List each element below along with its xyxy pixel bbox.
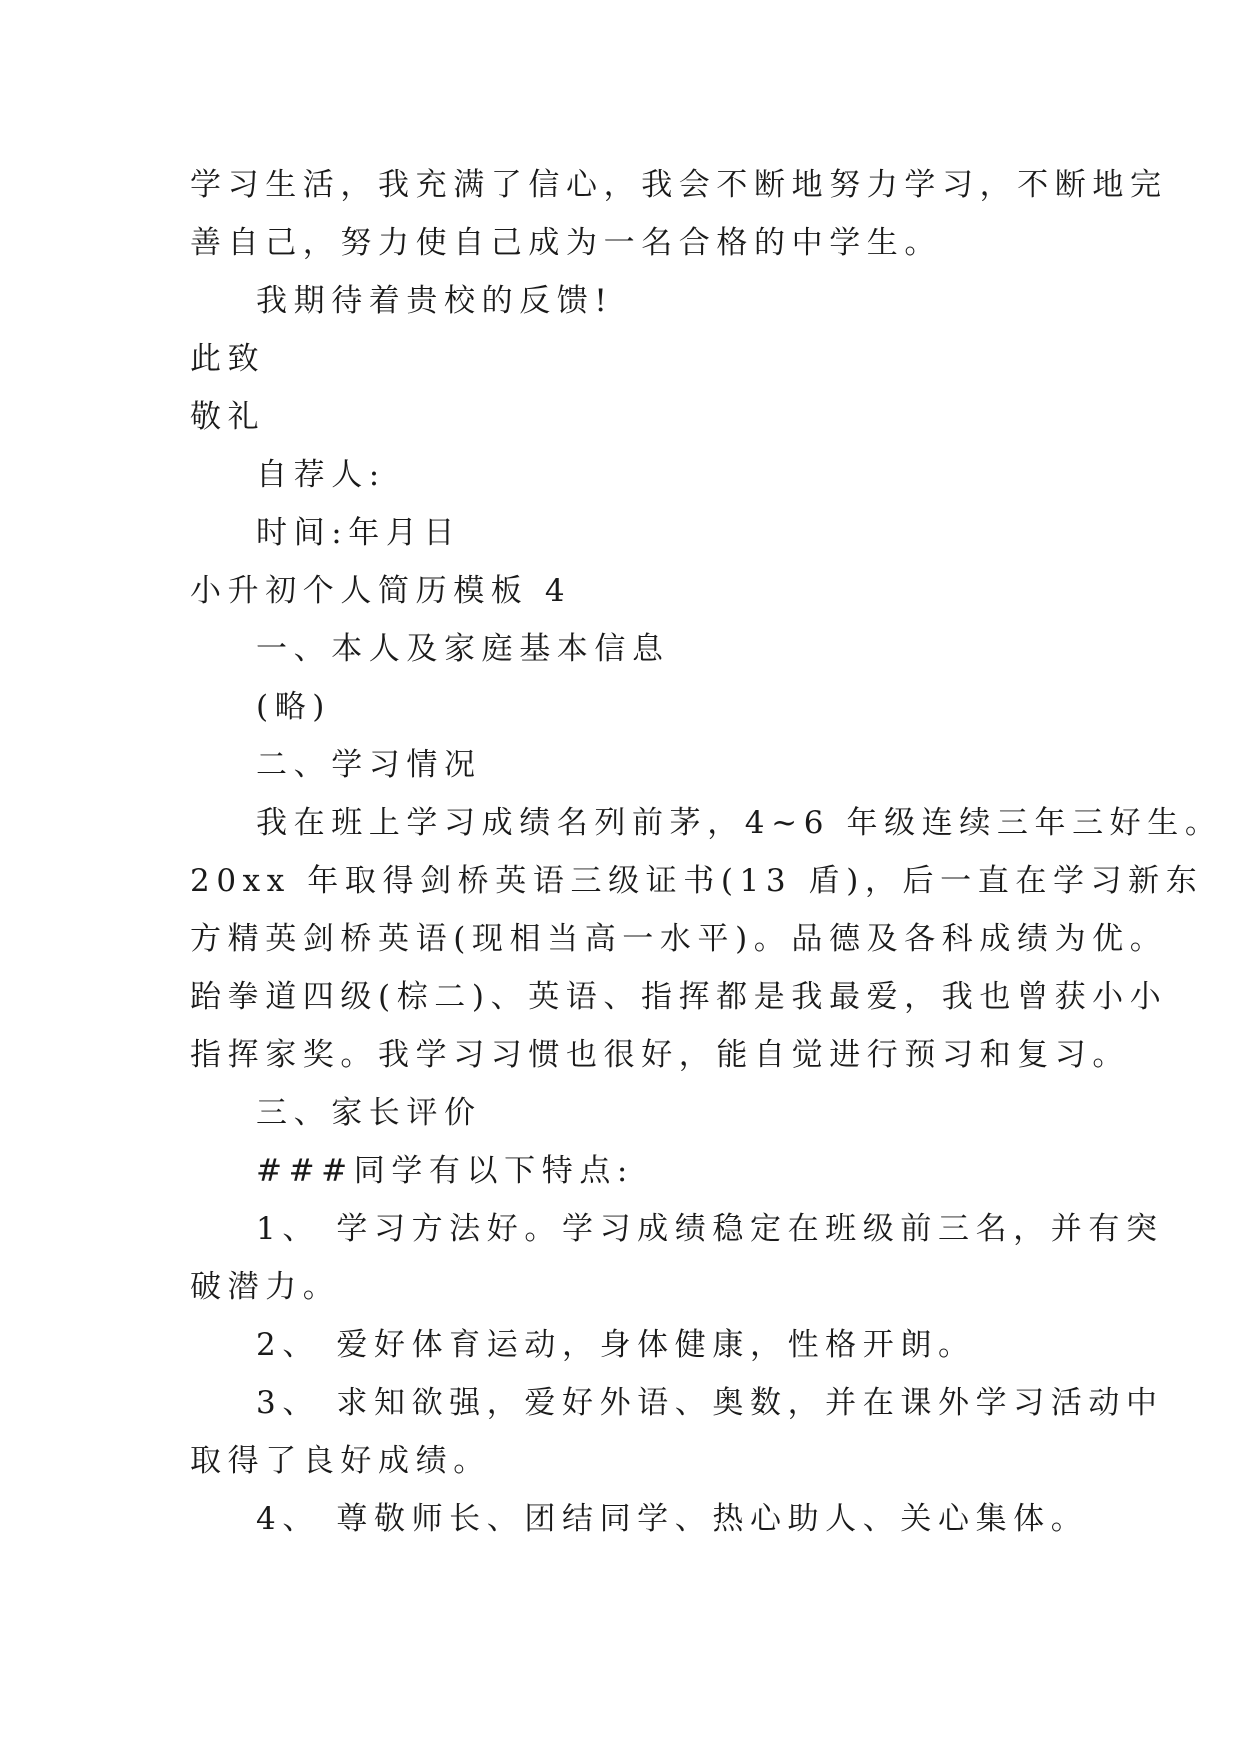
- text-line-3: 我期待着贵校的反馈!: [256, 283, 614, 319]
- review-item-2: 2、 爱好体育运动，身体健康，性格开朗。: [256, 1327, 976, 1363]
- review-item-4: 4、 尊敬师长、团结同学、热心助人、关心集体。: [256, 1501, 1089, 1537]
- heading-study: 二、学习情况: [256, 747, 482, 783]
- study-line-4: 跆拳道四级(棕二)、英语、指挥都是我最爱，我也曾获小小: [190, 979, 1168, 1015]
- review-item-3-cont: 取得了良好成绩。: [190, 1443, 491, 1479]
- text-line-omitted: (略): [256, 689, 331, 725]
- review-item-1-cont: 破潜力。: [190, 1269, 341, 1305]
- study-line-5: 指挥家奖。我学习习惯也很好，能自觉进行预习和复习。: [190, 1037, 1130, 1073]
- study-line-3: 方精英剑桥英语(现相当高一水平)。品德及各科成绩为优。: [190, 921, 1168, 957]
- review-item-3: 3、 求知欲强，爱好外语、奥数，并在课外学习活动中: [256, 1385, 1164, 1421]
- text-line-1: 学习生活，我充满了信心，我会不断地努力学习，不断地完: [190, 167, 1168, 203]
- study-line-2: 20xx 年取得剑桥英语三级证书(13 盾)，后一直在学习新东: [190, 863, 1204, 899]
- study-line-1: 我在班上学习成绩名列前茅，4~6 年级连续三年三好生。: [256, 805, 1223, 841]
- heading-parent-review: 三、家长评价: [256, 1095, 482, 1131]
- heading-basic-info: 一、本人及家庭基本信息: [256, 631, 670, 667]
- review-intro: ###同学有以下特点:: [256, 1153, 634, 1189]
- closing-salutation-2: 敬礼: [190, 399, 266, 435]
- signature-line: 自荐人:: [256, 457, 386, 493]
- closing-salutation-1: 此致: [190, 341, 266, 377]
- text-line-2: 善自己，努力使自己成为一名合格的中学生。: [190, 225, 942, 261]
- review-item-1: 1、 学习方法好。学习成绩稳定在班级前三名，并有突: [256, 1211, 1164, 1247]
- date-line: 时间:年月日: [256, 515, 462, 551]
- section-title: 小升初个人简历模板 4: [190, 573, 572, 609]
